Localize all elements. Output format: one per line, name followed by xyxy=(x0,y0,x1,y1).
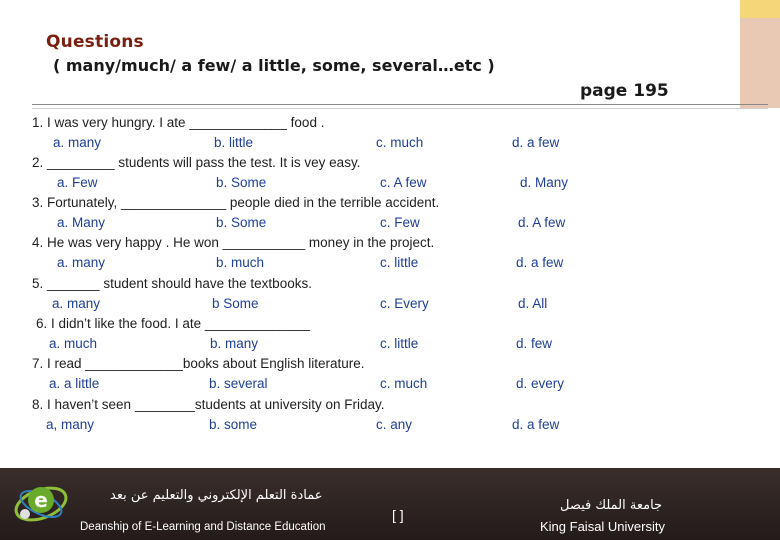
footer-university-arabic: جامعة الملك فيصل xyxy=(560,498,663,513)
decorative-accent-bar xyxy=(740,0,780,108)
accent-top-block xyxy=(740,0,780,18)
header-divider-light xyxy=(32,108,768,109)
question-5-option-d: d. All xyxy=(518,296,548,311)
question-3-option-c: c. Few xyxy=(380,215,420,230)
question-6-option-b: b. many xyxy=(210,336,259,351)
footer-page-number: [ ] xyxy=(392,507,404,523)
question-4-option-c: c. little xyxy=(380,255,419,270)
question-7-stem: 7. I read _____________books about English literature. xyxy=(32,356,365,371)
question-3-stem: 3. Fortunately, ______________ people died in the terrible accident. xyxy=(32,195,440,210)
question-2-option-c: c. A few xyxy=(380,175,427,190)
accent-mid-block xyxy=(740,18,780,108)
question-5-stem: 5. _______ student should have the textbooks. xyxy=(32,276,312,291)
question-2-option-a: a. Few xyxy=(57,175,98,190)
question-8-stem: 8. I haven’t seen ________students at university on Friday. xyxy=(32,397,385,412)
question-7-option-a: a. a little xyxy=(49,376,100,391)
page-reference: page 195 xyxy=(580,81,669,101)
question-3-option-d: d. A few xyxy=(518,215,566,230)
question-1-option-b: b. little xyxy=(214,135,254,150)
question-7-option-c: c. much xyxy=(380,376,428,391)
question-2-option-b: b. Some xyxy=(216,175,267,190)
question-8-option-d: d. a few xyxy=(512,417,560,432)
question-4-option-b: b. much xyxy=(216,255,265,270)
question-6-stem: 6. I didn’t like the food. I ate ______________ xyxy=(36,316,310,331)
question-4-option-a: a. many xyxy=(57,255,106,270)
footer-deanship-english: Deanship of E-Learning and Distance Education xyxy=(80,521,326,533)
question-4-option-d: d. a few xyxy=(516,255,564,270)
question-5-option-c: c. Every xyxy=(380,296,429,311)
question-2-stem: 2. _________ students will pass the test. It is vey easy. xyxy=(32,155,361,170)
question-8-option-b: b. some xyxy=(209,417,258,432)
question-8-option-a: a, many xyxy=(46,417,95,432)
question-3-option-b: b. Some xyxy=(216,215,267,230)
question-6-option-c: c. little xyxy=(380,336,419,351)
question-7-option-b: b. several xyxy=(209,376,268,391)
question-1-stem: 1. I was very hungry. I ate _____________ food . xyxy=(32,115,325,130)
elearning-logo-icon xyxy=(10,470,72,532)
question-5-option-a: a. many xyxy=(52,296,101,311)
question-2-option-d: d. Many xyxy=(520,175,569,190)
page-title: Questions xyxy=(46,32,144,52)
footer-university-english: King Faisal University xyxy=(540,519,665,534)
question-6-option-d: d. few xyxy=(516,336,553,351)
question-4-stem: 4. He was very happy . He won ___________ money in the project. xyxy=(32,235,435,250)
footer-deanship-arabic: عمادة التعلم الإلكتروني والتعليم عن بعد xyxy=(110,488,323,503)
question-8-option-c: c. any xyxy=(376,417,413,432)
question-6-option-a: a. much xyxy=(49,336,98,351)
question-3-option-a: a. Many xyxy=(57,215,106,230)
question-7-option-d: d. every xyxy=(516,376,565,391)
question-1-option-a: a. many xyxy=(53,135,102,150)
header-divider xyxy=(32,104,768,105)
svg-text:e: e xyxy=(34,488,48,512)
page-subtitle: ( many/much/ a few/ a little, some, several…etc ) xyxy=(53,56,495,75)
question-5-option-b: b Some xyxy=(212,296,259,311)
question-1-option-d: d. a few xyxy=(512,135,560,150)
question-1-option-c: c. much xyxy=(376,135,424,150)
